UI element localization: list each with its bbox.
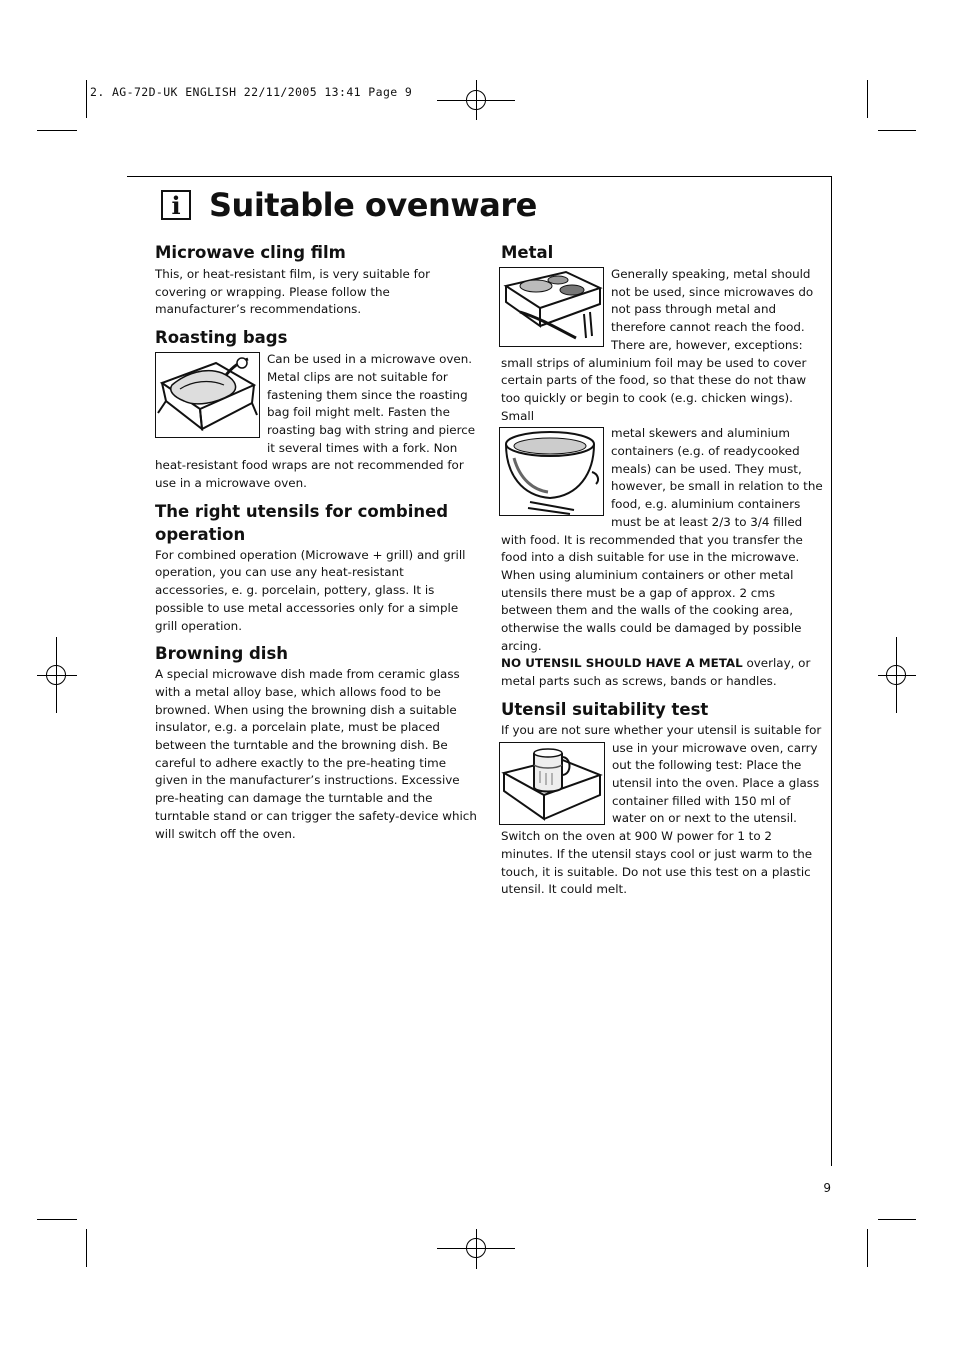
- crop-mark: [867, 80, 868, 118]
- info-icon: i: [161, 190, 191, 220]
- metal-heading: Metal: [501, 243, 554, 262]
- left-column: [155, 241, 477, 843]
- crop-mark: [878, 130, 916, 131]
- combined-heading: The right utensils for combined operation: [155, 501, 449, 544]
- roasting-bag-illustration: [155, 352, 260, 438]
- crop-mark: [878, 1219, 916, 1220]
- browning-dish-text: A special microwave dish made from ceramic glass with a metal alloy base, which allows food to be browned. When using the browning dish a suitable insulator, e.g. a porcelain plate, must be placed between the turntable and the browning dish. Be careful to adhere exactly to the pre-heating time given in the manufacturer’s instructions. Excessive pre-heating can damage the turntable and the turntable stand or can trigger the safety-device which will switch off the oven.: [155, 667, 477, 841]
- crop-mark: [37, 1219, 77, 1220]
- metal-warning-bold: NO UTENSIL SHOULD HAVE A METAL: [501, 656, 743, 671]
- cling-film-heading: Microwave cling film: [155, 243, 346, 262]
- crop-mark: [37, 130, 77, 131]
- page-title: Suitable ovenware: [209, 186, 537, 224]
- metal-tray-illustration: [499, 267, 604, 347]
- print-slug: 2. AG-72D-UK ENGLISH 22/11/2005 13:41 Page 9: [90, 85, 413, 99]
- browning-dish-heading: Browning dish: [155, 644, 289, 664]
- glass-test-illustration: [499, 742, 605, 825]
- metal-text-1: Generally speaking, metal should not be used, since microwaves do not pass through metal and therefore cannot reach the food. There are, however, exceptions: small strips of aluminium foil may be used to cover certain parts of the food, so that these do not thaw too quickly or begin to cook (e.g. chicken wings). Small: [501, 267, 814, 423]
- cling-film-text: This, or heat-resistant film, is very suitable for covering or wrapping. Please follow the manufacturer’s recommendations.: [155, 267, 431, 317]
- metal-bowl-illustration: [499, 427, 604, 516]
- crop-mark: [86, 1229, 87, 1267]
- metal-text-2: metal skewers and aluminium containers (e.g. of readycooked meals) can be used. They must, however, be small in relation to the food, e.g. aluminium containers must be at least 2/3 to 3/4 filled with food. It is recommended that you transfer the food into a dish suitable for use in the microwave. When using aluminium containers or other metal utensils there must be a gap of approx. 2 cms between them and the walls of the cooking area, otherwise the walls could be damaged by possible arcing.: [501, 426, 823, 653]
- suitability-test-text-2: use in your microwave oven, carry out the following test: Place the utensil into the oven. Place a glass container filled with 150 ml of water on or next to the utensil. Switch on the oven at 900 W power for 1 to 2 minutes. If the utensil stays cool or just warm to the touch, it is suitable. Do not use this test on a plastic utensil. It could melt.: [501, 740, 820, 897]
- page-number: 9: [823, 1181, 831, 1195]
- roasting-bags-text: Can be used in a microwave oven. Metal clips are not suitable for fastening them since the roasting bag foil might melt. Fasten the roasting bag with string and pierce it several times with a fork. Non heat-resistant food wraps are not recommended for use in a microwave oven.: [155, 352, 476, 491]
- combined-text: For combined operation (Microwave + grill) and grill operation, you can use any heat-resistant accessories, e. g. porcelain, pottery, glass. It is possible to use metal accessories only for a simple grill operation.: [155, 547, 466, 633]
- right-column: [501, 241, 823, 899]
- suitability-test-heading: Utensil suitability test: [501, 699, 709, 719]
- roasting-bags-heading: Roasting bags: [155, 328, 288, 348]
- side-rule: [831, 176, 832, 1166]
- crop-mark: [867, 1229, 868, 1267]
- header-rule: [127, 176, 832, 177]
- metal-warning-rest: overlay, or metal parts such as screws, bands or handles.: [501, 656, 811, 689]
- metal-warning: [501, 655, 823, 690]
- suitability-test-text-1: If you are not sure whether your utensil is suitable for: [501, 722, 822, 737]
- crop-mark: [86, 80, 87, 118]
